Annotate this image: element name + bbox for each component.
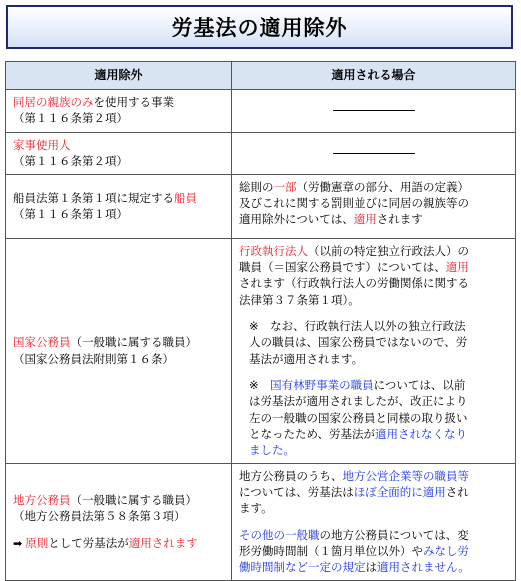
- table-row: [6, 174, 516, 238]
- arrow-right-icon: ➡: [13, 536, 23, 550]
- table-header-row: [6, 62, 516, 90]
- row-domestic-worker-cell: [6, 133, 232, 175]
- row-national-public-employee-cell: [6, 238, 232, 463]
- cell-text: となったため、労基法が: [249, 426, 376, 441]
- cell-text: ます。: [239, 501, 273, 516]
- cell-text: 左の一般職の国家公務員と同様の取り扱い: [249, 410, 468, 425]
- column-header-applicable: 適用される場合: [232, 62, 516, 90]
- cell-text: 地方公務員のうち、: [239, 468, 343, 483]
- highlight-red: 同居の親族のみ: [13, 95, 94, 109]
- column-header-exclusion: 適用除外: [6, 62, 232, 90]
- article-reference: （第１１６条第２項）: [13, 154, 128, 169]
- row-national-public-employee-applicable: [232, 238, 516, 463]
- highlight-red: 行政執行法人: [239, 243, 308, 258]
- cell-text: は: [365, 560, 377, 575]
- cell-text: については、以前: [373, 377, 466, 392]
- highlight-blue: ほぼ全面的に適用: [353, 484, 446, 499]
- highlight-red: 適用: [445, 259, 469, 274]
- cell-text: 職員（＝国家公務員です）については、: [239, 259, 446, 274]
- highlight-blue: ました。: [249, 443, 295, 458]
- cell-text: され: [445, 484, 469, 499]
- highlight-red: 原則: [25, 535, 49, 550]
- table-row: [6, 238, 516, 463]
- note-national-forest: [239, 377, 508, 459]
- cell-text: （一般職に属する職員）: [70, 492, 197, 507]
- highlight-red: 適用されます: [128, 535, 198, 550]
- row-cohabiting-relatives-cell: [6, 90, 232, 133]
- dash-line: [333, 153, 415, 154]
- highlight-red: 船員: [174, 190, 197, 205]
- cell-text: として労基法が: [48, 535, 129, 550]
- highlight-red: 適用: [353, 212, 377, 227]
- cell-text: （以前の特定独立行政法人）の: [308, 243, 469, 258]
- highlight-red: 国家公務員: [13, 335, 71, 350]
- row-local-public-employee-applicable: [232, 463, 516, 580]
- table-row: [6, 133, 516, 175]
- cell-text: の地方公務員については、変: [319, 527, 469, 542]
- highlight-blue: 適用されません。: [377, 560, 470, 575]
- row-seafarer-applicable: [232, 174, 516, 238]
- highlight-blue: 働時間制など一定の規定: [239, 560, 366, 575]
- cell-text: （一般職に属する職員）: [70, 335, 197, 350]
- cell-text: ※ なお、行政執行法人以外の独立行政法: [249, 318, 466, 333]
- highlight-blue: みなし労: [423, 543, 469, 558]
- highlight-red: 地方公務員: [13, 492, 71, 507]
- cell-text: 総則の: [239, 179, 274, 194]
- cell-text: されます: [376, 212, 423, 227]
- article-reference: （第１１６条第２項）: [13, 111, 128, 126]
- exclusion-table: [5, 61, 516, 581]
- article-reference: （国家公務員法附則第１６条）: [13, 351, 174, 366]
- cell-text: を使用する事業: [93, 95, 174, 109]
- note-independent-agency: [239, 318, 508, 367]
- cell-text: は労基法が適用されましたが、改正により: [249, 394, 468, 409]
- highlight-blue: 国有林野事業の職員: [270, 377, 374, 392]
- cell-text: 適用除外については、: [239, 212, 354, 227]
- highlight-red: 一部: [273, 179, 297, 194]
- dash-line: [333, 110, 415, 111]
- highlight-red: 家事使用人: [13, 138, 71, 152]
- row-cohabiting-relatives-applicable: [232, 90, 516, 133]
- table-row: [6, 90, 516, 133]
- cell-text: については、労基法は: [239, 484, 354, 499]
- cell-text: 及びこれに関する罰則並びに同居の親族等の: [239, 195, 469, 210]
- article-reference: （第１１６条第１項）: [13, 206, 128, 221]
- page-title: 労基法の適用除外: [6, 5, 513, 49]
- row-domestic-worker-applicable: [232, 133, 516, 175]
- highlight-blue: その他の一般職: [239, 527, 320, 542]
- table-row: [6, 463, 516, 580]
- cell-text: 法律第３７条第１項）。: [239, 292, 360, 307]
- article-reference: （地方公務員法第５８条第３項）: [13, 509, 186, 524]
- cell-text: 基法が適用されます。: [249, 351, 364, 366]
- cell-text: や: [411, 543, 423, 558]
- cell-text: （労働憲章の部分、用語の定義）: [296, 179, 469, 194]
- cell-text: 人の職員は、国家公務員ではないので、労: [249, 335, 468, 350]
- row-seafarer-cell: [6, 174, 232, 238]
- cell-text: 船員法第１条第１項に規定する: [13, 190, 174, 205]
- highlight-blue: 適用されなくなり: [375, 426, 468, 441]
- highlight-blue: 地方公営企業等の職員等: [342, 468, 469, 483]
- row-local-public-employee-cell: [6, 463, 232, 580]
- cell-text: 形労働時間制（１箇月単位以外）: [239, 543, 412, 558]
- cell-text: ※: [249, 377, 271, 392]
- cell-text: されます（行政執行法人の労働関係に関する: [239, 276, 469, 291]
